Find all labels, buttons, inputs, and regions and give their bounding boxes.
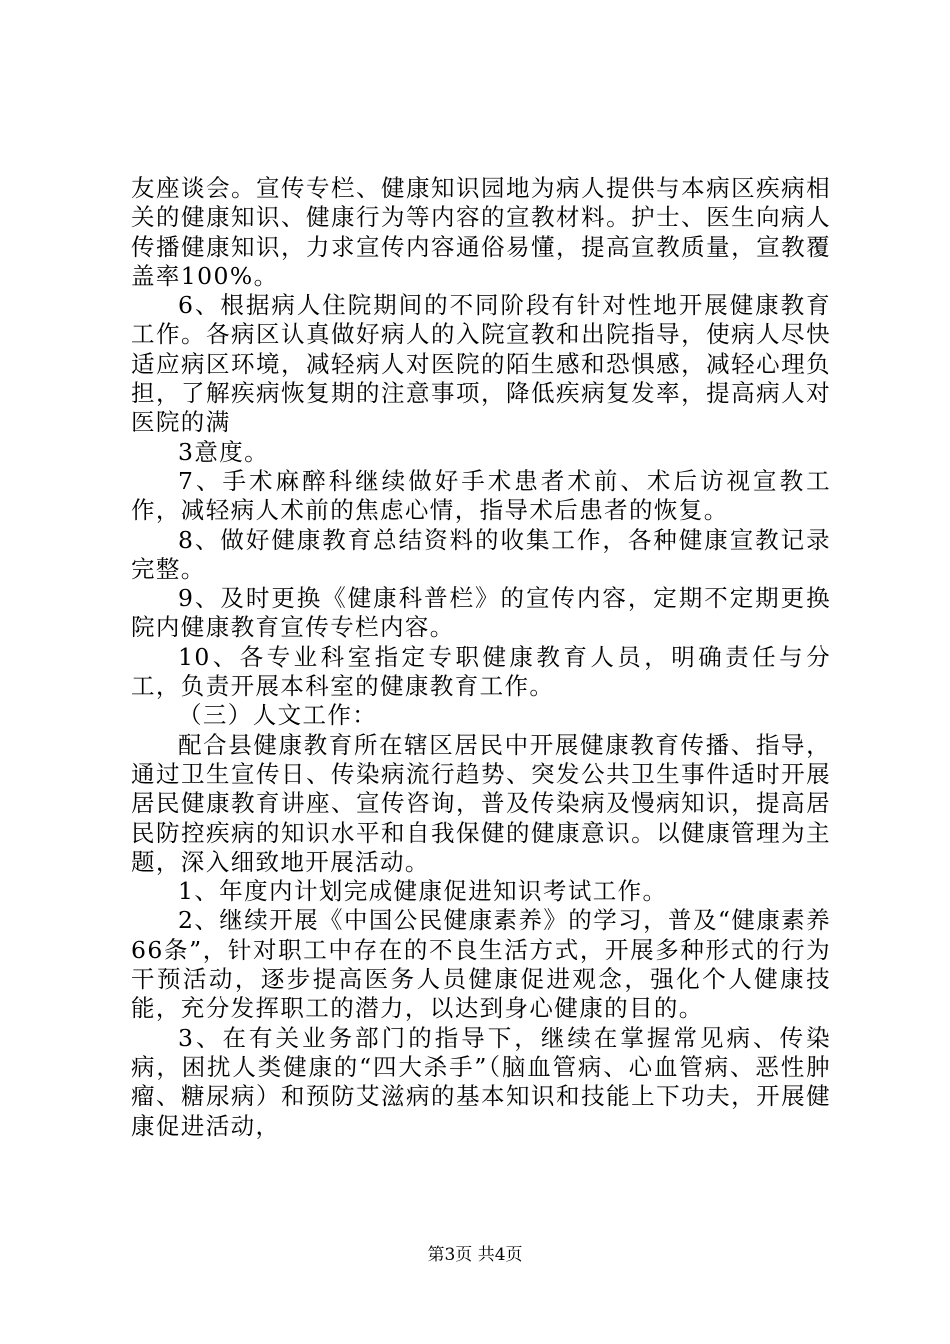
paragraph-1: 友座谈会。宣传专栏、健康知识园地为病人提供与本病区疾病相关的健康知识、健康行为等内容的宣教材料。护士、医生向病人传播健康知识，力求宣传内容通俗易懂，提高宣教质量，宣教覆盖率100%。 <box>131 174 831 290</box>
paragraph-9: 配合县健康教育所在辖区居民中开展健康教育传播、指导，通过卫生宣传日、传染病流行趋势、突发公共卫生事件适时开展居民健康教育讲座、宣传咨询，普及传染病及慢病知识，提高居民防控疾病的知识水平和自我保健的健康意识。以健康管理为主题，深入细致地开展活动。 <box>131 730 831 876</box>
paragraph-4: 7、手术麻醉科继续做好手术患者术前、术后访视宣教工作，减轻病人术前的焦虑心情，指导术后患者的恢复。 <box>131 466 831 525</box>
section-heading: （三）人文工作： <box>178 701 378 730</box>
paragraph-5: 8、做好健康教育总结资料的收集工作，各种健康宣教记录完整。 <box>131 525 831 583</box>
paragraph-12: 3、在有关业务部门的指导下，继续在掌握常见病、传染病，困扰人类健康的“四大杀手”（脑血管病、心血管病、恶性肿瘤、糖尿病）和预防艾滋病的基本知识和技能上下功夫，开展健康促进活动， <box>131 1023 831 1140</box>
paragraph-10: 1、年度内计划完成健康促进知识考试工作。 <box>178 877 668 906</box>
paragraph-11: 2、继续开展《中国公民健康素养》的学习，普及“健康素养66条”，针对职工中存在的不良生活方式，开展多种形式的行为干预活动，逐步提高医务人员健康促进观念，强化个人健康技能，充分发挥职工的潜力，以达到身心健康的目的。 <box>131 906 831 1023</box>
paragraph-2: 6、根据病人住院期间的不同阶段有针对性地开展健康教育工作。各病区认真做好病人的入院宣教和出院指导，使病人尽快适应病区环境，减轻病人对医院的陌生感和恐惧感，减轻心理负担，了解疾病恢复期的注意事项，降低疾病复发率，提高病人对医院的满 <box>131 291 831 437</box>
page-footer <box>0 1244 950 1266</box>
paragraph-3: 3意度。 <box>178 437 270 466</box>
paragraph-6: 9、及时更换《健康科普栏》的宣传内容，定期不定期更换院内健康教育宣传专栏内容。 <box>131 584 831 642</box>
document-body <box>131 174 831 1141</box>
paragraph-7: 10、各专业科室指定专职健康教育人员，明确责任与分工，负责开展本科室的健康教育工作。 <box>131 642 831 701</box>
page-number: 第3页 共4页 <box>427 1245 523 1265</box>
